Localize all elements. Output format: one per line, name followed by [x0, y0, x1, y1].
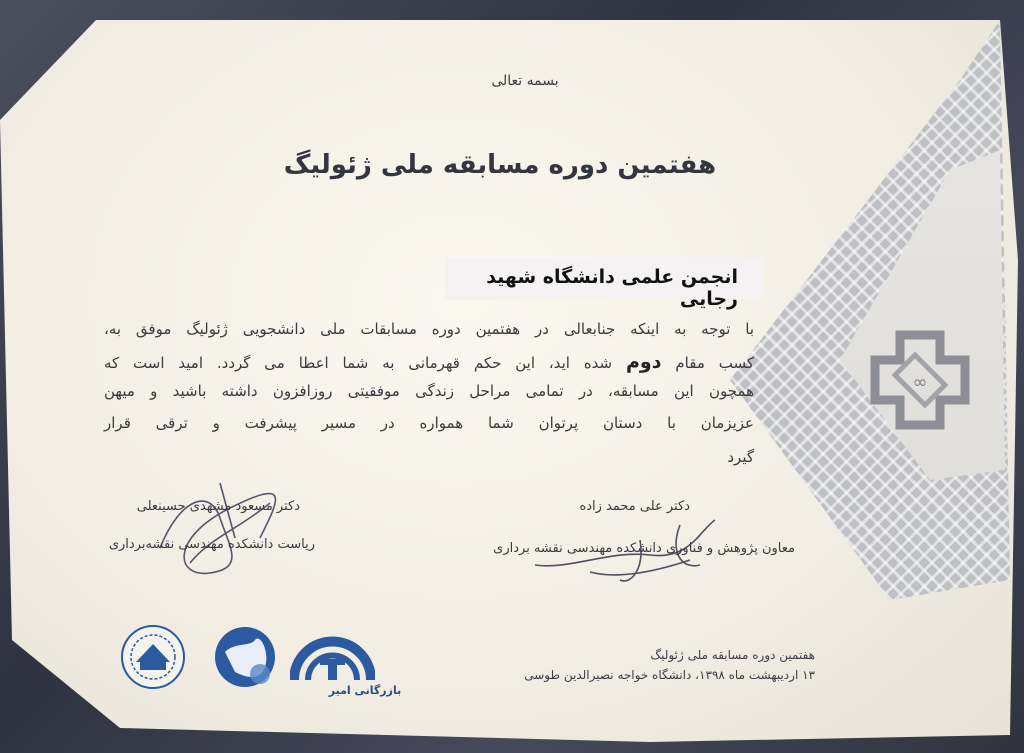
- amir-trading-logo-icon: [290, 625, 375, 685]
- right-signatory-name: دکتر علی محمد زاده: [579, 499, 690, 514]
- body-line-4: عزیزمان با دستان پرتوان شما همواره در مسیر پیشرفت و ترقی قرار: [104, 414, 754, 432]
- association-logo-icon: [210, 622, 280, 692]
- left-signatory-title: ریاست دانشکده مهندسی نقشه‌برداری: [108, 537, 315, 552]
- rank-value: دوم: [626, 351, 662, 373]
- heading-bismillah: بسمه تعالی: [491, 73, 559, 89]
- body-line-2-start: کسب مقام: [675, 354, 754, 372]
- body-line-2-end: شده اید، این حکم قهرمانی به شما اعطا می گردد. امید است که: [104, 354, 613, 372]
- right-signature-icon: [530, 510, 730, 590]
- body-line-2: [104, 351, 754, 373]
- left-signature-icon: [150, 478, 290, 583]
- recipient-name: انجمن علمی دانشگاه شهید رجایی: [486, 266, 738, 310]
- university-logo-icon: [118, 622, 188, 692]
- body-line-1: با توجه به اینکه جنابعالی در هفتمین دوره مسابقات ملی دانشجویی ژئولیگ موفق به،: [104, 320, 754, 338]
- svg-text:∞: ∞: [912, 372, 928, 393]
- body-line-3: همچون این مسابقه، در تمامی مراحل زندگی موفقیتی روزافزون داشته باشید و میهن: [104, 382, 754, 400]
- footer-event-name: هفتمین دوره مسابقه ملی ژئولیگ: [650, 648, 815, 662]
- left-signatory-name: دکتر مسعود مشهدی حسینعلی: [136, 499, 300, 514]
- geoleague-emblem-icon: [855, 315, 985, 445]
- footer-date-location: ۱۳ اردیبهشت ماه ۱۳۹۸، دانشگاه خواجه نصیرالدین طوسی: [524, 668, 815, 682]
- sponsor-caption: بازرگانی امیر: [328, 684, 402, 697]
- body-line-5: گیرد: [727, 448, 754, 466]
- certificate-title: هفتمین دوره مسابقه ملی ژئولیگ: [283, 150, 717, 180]
- right-signatory-title: معاون پژوهش و فناوری دانشکده مهندسی نقشه برداری: [493, 541, 795, 556]
